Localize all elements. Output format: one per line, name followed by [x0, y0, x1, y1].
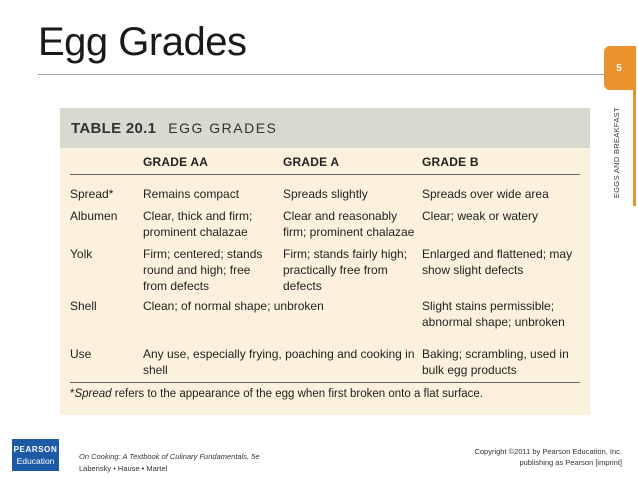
cell-albumen-b: Clear; weak or watery [422, 209, 539, 223]
column-header-grade-b: GRADE B [422, 155, 479, 169]
row-label-spread: Spread* [70, 187, 114, 201]
logo-line-education: Education [16, 455, 55, 466]
cell-shell-aa-a: Clean; of normal shape; unbroken [143, 299, 324, 313]
row-label-use: Use [70, 347, 92, 361]
cell-shell-b: Slight stains permissible; abnormal shape; unbroken [422, 299, 565, 329]
cell-albumen-aa: Clear, thick and firm; prominent chalazae [143, 209, 253, 239]
logo-line-pearson: PEARSON [13, 444, 58, 454]
egg-grades-table [60, 108, 590, 415]
row-label-yolk: Yolk [70, 247, 93, 261]
copyright-line-2: publishing as Pearson [imprint] [519, 458, 622, 467]
row-label-shell: Shell [70, 299, 97, 313]
cell-spread-aa: Remains compact [143, 187, 240, 201]
column-header-grade-aa: GRADE AA [143, 155, 209, 169]
cell-spread-a: Spreads slightly [283, 187, 368, 201]
column-header-grade-a: GRADE A [283, 155, 340, 169]
cell-yolk-a: Firm; stands fairly high; practically free from defects [283, 247, 408, 293]
header-rule [70, 174, 580, 175]
copyright-notice [474, 446, 622, 468]
side-accent-bar [633, 46, 636, 206]
pearson-logo [12, 439, 59, 471]
table-caption [60, 108, 590, 148]
book-authors: Labensky • Hause • Martel [79, 464, 168, 473]
cell-albumen-a: Clear and reasonably firm; prominent chalazae [283, 209, 415, 239]
cell-use-aa-a: Any use, especially frying, poaching and cooking in shell [143, 347, 415, 377]
book-title: On Cooking: A Textbook of Culinary Fundamentals, 5e [79, 452, 260, 461]
copyright-line-1: Copyright ©2011 by Pearson Education, Inc. [474, 447, 622, 456]
cell-use-b: Baking; scrambling, used in bulk egg products [422, 347, 569, 377]
footer-rule [70, 382, 580, 383]
footnote-mark: * [70, 388, 75, 400]
cell-yolk-aa: Firm; centered; stands round and high; free from defects [143, 247, 263, 293]
page-number-badge: 5 [604, 46, 634, 90]
chapter-side-label: EGGS AND BREAKFAST [612, 107, 621, 198]
cell-spread-b: Spreads over wide area [422, 187, 549, 201]
slide-title: Egg Grades [38, 20, 247, 64]
table-number: TABLE 20.1 [71, 119, 157, 137]
cell-yolk-b: Enlarged and flattened; may show slight defects [422, 247, 573, 277]
footnote-text: refers to the appearance of the egg when first broken onto a flat surface. [111, 388, 483, 400]
table-title: EGG GRADES [168, 120, 278, 136]
table-footnote [70, 388, 483, 400]
row-label-albumen: Albumen [70, 209, 118, 223]
footnote-term: Spread [74, 388, 112, 400]
title-divider [38, 74, 608, 75]
